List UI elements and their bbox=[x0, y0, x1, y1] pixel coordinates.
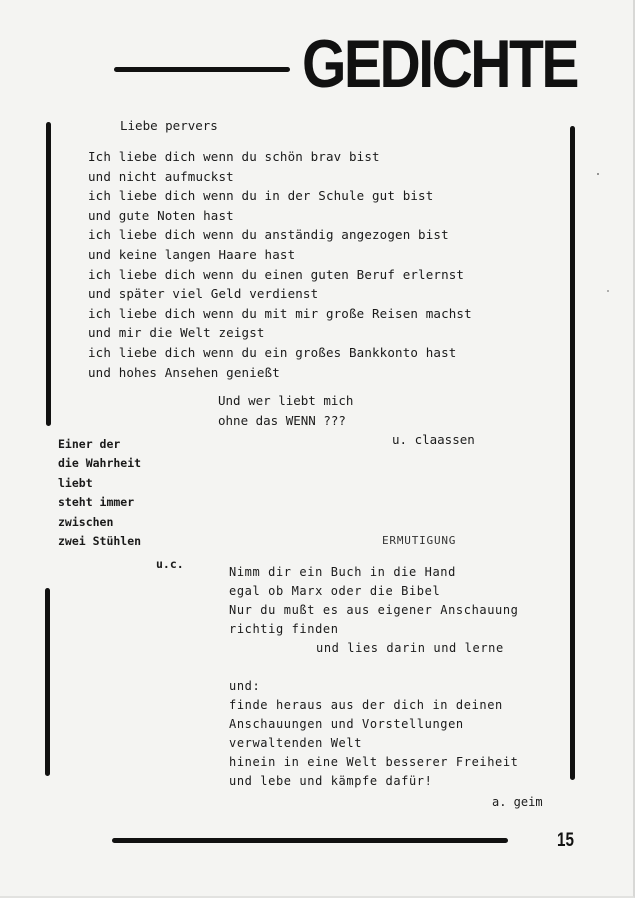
poem-indented-line: und lies darin und lerne bbox=[316, 641, 504, 655]
scan-speck bbox=[597, 173, 599, 175]
poem-line: Nimm dir ein Buch in die Hand bbox=[229, 565, 456, 579]
poem-line: und: bbox=[229, 679, 261, 693]
poem-closing-line: ohne das WENN ??? bbox=[218, 413, 346, 428]
poem-love-body bbox=[88, 147, 472, 382]
page-title: GEDICHTE bbox=[302, 26, 577, 102]
poem-truth-body bbox=[58, 435, 141, 551]
poem-line: die Wahrheit bbox=[58, 456, 142, 471]
poem-line: steht immer bbox=[58, 495, 135, 510]
poem-line: verwaltenden Welt bbox=[229, 736, 363, 751]
poem-love-author: u. claassen bbox=[392, 432, 475, 447]
poem-truth-author: u.c. bbox=[156, 557, 184, 571]
poem-line: egal ob Marx oder die Bibel bbox=[229, 584, 441, 599]
poem-line: Ich liebe dich wenn du schön brav bist bbox=[88, 149, 380, 164]
poem-line: ich liebe dich wenn du ein großes Bankkonto hast bbox=[88, 344, 457, 360]
poem-line: zwischen bbox=[58, 514, 114, 529]
right-margin-bar bbox=[570, 126, 575, 780]
poem-line: Einer der bbox=[58, 437, 121, 451]
poem-encouragement-stanza-2 bbox=[229, 677, 519, 792]
poem-line: und später viel Geld verdienst bbox=[88, 286, 319, 302]
poem-encouragement-author: a. geim bbox=[492, 795, 543, 809]
poem-encouragement-stanza-1 bbox=[229, 563, 519, 639]
poem-line: ich liebe dich wenn du mit mir große Reisen machst bbox=[88, 305, 472, 321]
poem-line: liebt bbox=[58, 475, 93, 490]
poem-closing-line: Und wer liebt mich bbox=[218, 393, 354, 408]
poem-line: und keine langen Haare hast bbox=[88, 246, 296, 262]
poem-line: und nicht aufmuckst bbox=[88, 168, 234, 184]
poem-line: und hohes Ansehen genießt bbox=[88, 364, 280, 380]
poem-line: und gute Noten hast bbox=[88, 207, 234, 223]
poem-line: Nur du mußt es aus eigener Anschauung bbox=[229, 603, 519, 618]
poem-line: zwei Stühlen bbox=[58, 533, 142, 548]
left-margin-bar-top bbox=[46, 122, 51, 426]
left-margin-bar-bottom bbox=[45, 588, 50, 776]
poem-encouragement-title: ERMUTIGUNG bbox=[382, 534, 457, 547]
poem-line: und lebe und kämpfe dafür! bbox=[229, 774, 433, 789]
scan-speck bbox=[607, 290, 609, 292]
poem-line: ich liebe dich wenn du anständig angezogen bist bbox=[88, 227, 449, 243]
poem-line: hinein in eine Welt besserer Freiheit bbox=[229, 755, 519, 770]
poem-line: richtig finden bbox=[229, 622, 339, 637]
header-rule bbox=[114, 67, 290, 72]
poem-line: Anschauungen und Vorstellungen bbox=[229, 717, 464, 732]
poem-line: und mir die Welt zeigst bbox=[88, 325, 265, 341]
poem-line: ich liebe dich wenn du einen guten Beruf erlernst bbox=[88, 266, 465, 282]
page-number: 15 bbox=[557, 830, 574, 851]
poem-salutation: Liebe pervers bbox=[120, 118, 218, 133]
poem-line: finde heraus aus der dich in deinen bbox=[229, 698, 503, 713]
footer-rule bbox=[112, 838, 508, 843]
poem-line: ich liebe dich wenn du in der Schule gut bist bbox=[88, 188, 434, 204]
